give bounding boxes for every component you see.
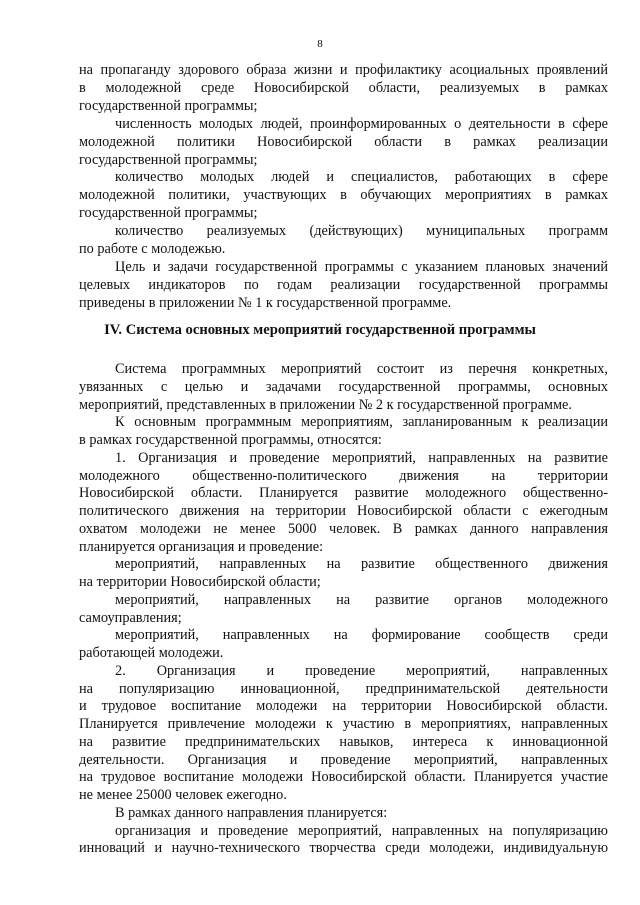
text-line: на трудовое воспитание молодежи Новосибирской области. Планируется участие	[79, 769, 608, 786]
text-line: приведены в приложении № 1 к государственной программе.	[79, 294, 452, 311]
text-line: на популяризацию инновационной, предпринимательской деятельности	[79, 680, 608, 697]
text-line: К основным программным мероприятиям, запланированным к реализации	[115, 414, 608, 431]
text-line: 1. Организация и проведение мероприятий, направленных на развитие	[115, 449, 608, 466]
text-line: инноваций и научно-технического творчества среди молодежи, индивидуальную	[79, 840, 608, 857]
text-line: мероприятий, направленных на развитие органов молодежного	[115, 591, 608, 608]
text-line: деятельности. Организация и проведение мероприятий, направленных	[79, 751, 608, 768]
text-line: организация и проведение мероприятий, направленных на популяризацию	[115, 822, 608, 839]
text-line: молодежной политики, участвующих в обучающих мероприятиях в рамках	[79, 187, 608, 204]
text-line: В рамках данного направления планируется:	[115, 804, 388, 821]
text-line: 2. Организация и проведение мероприятий, направленных	[115, 662, 608, 679]
text-line: государственной программы;	[79, 205, 258, 222]
text-line: государственной программы;	[79, 151, 258, 168]
text-line: политического движения на территории Новосибирской области с ежегодным	[79, 503, 608, 519]
text-line: мероприятий, направленных на формирование сообществ среди	[115, 627, 608, 644]
text-line: Планируется привлечение молодежи к участию в мероприятиях, направленных	[79, 716, 608, 732]
text-line: охватом молодежи не менее 5000 человек. В рамках данного направления	[79, 520, 608, 537]
text-line: планируется организация и проведение:	[79, 538, 324, 555]
text-line: в рамках государственной программы, относятся:	[79, 432, 382, 448]
text-line: и трудовое воспитание молодежи на территории Новосибирской области.	[79, 698, 608, 715]
text-line: увязанных с целью и задачами государственной программы, основных	[79, 378, 608, 395]
text-line: не менее 25000 человек ежегодно.	[79, 787, 287, 803]
text-line: на пропаганду здорового образа жизни и профилактику асоциальных проявлений	[79, 62, 608, 78]
text-line: в молодежной среде Новосибирской области, реализуемых в рамках	[79, 79, 608, 96]
text-line: по работе с молодежью.	[79, 241, 226, 257]
text-line: на развитие предпринимательских навыков, интереса к инновационной	[79, 733, 608, 750]
text-line: численность молодых людей, проинформированных о деятельности в сфере	[115, 115, 608, 132]
text-line: молодежной политики Новосибирской области в рамках реализации	[79, 133, 608, 150]
text-line: молодежного общественно-политического движения на территории	[79, 467, 608, 484]
text-line: на территории Новосибирской области;	[79, 574, 321, 590]
text-line: количество молодых людей и специалистов, работающих в сфере	[115, 169, 608, 186]
text-line: работающей молодежи.	[79, 645, 224, 661]
text-line: Цель и задачи государственной программы с указанием плановых значений	[115, 258, 608, 275]
text-line: самоуправления;	[79, 609, 182, 626]
text-line: Система программных мероприятий состоит из перечня конкретных,	[115, 361, 608, 377]
page-number: 8	[317, 38, 323, 50]
section-heading: IV. Система основных мероприятий государственной программы	[104, 322, 536, 338]
text-line: количество реализуемых (действующих) муниципальных программ	[115, 223, 608, 240]
text-line: мероприятий, направленных на развитие общественного движения	[115, 556, 608, 573]
text-line: государственной программы;	[79, 97, 258, 114]
text-line: Новосибирской области. Планируется развитие молодежного общественно-	[79, 485, 608, 502]
text-line: целевых индикаторов по годам реализации государственной программы	[79, 276, 608, 293]
text-line: мероприятий, представленных в приложении № 2 к государственной программе.	[79, 396, 572, 413]
